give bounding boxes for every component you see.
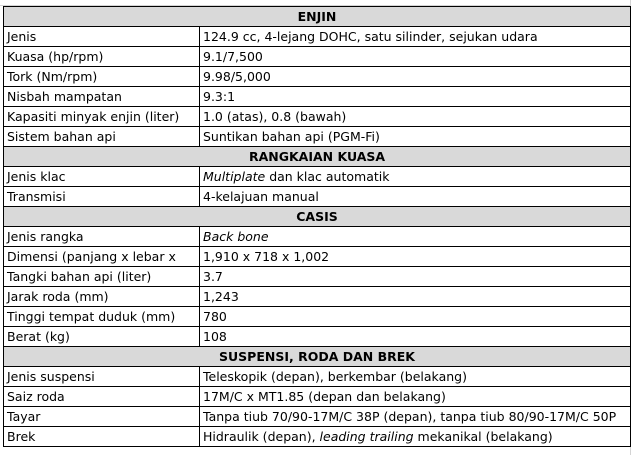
spec-row — [4, 247, 631, 267]
spec-value-text: 1.0 (atas), 0.8 (bawah) — [203, 109, 347, 124]
spec-label-cell[interactable]: Kuasa (hp/rpm) — [4, 47, 200, 67]
spec-value-cell[interactable] — [200, 227, 631, 247]
spec-label-cell[interactable]: Saiz roda — [4, 387, 200, 407]
spec-value-cell[interactable] — [200, 327, 631, 347]
spec-label-cell[interactable]: Brek — [4, 427, 200, 447]
spec-label-cell[interactable]: Tayar — [4, 407, 200, 427]
spec-row — [4, 127, 631, 147]
spec-row — [4, 107, 631, 127]
section-header-row — [4, 147, 631, 167]
section-header-row — [4, 207, 631, 227]
spec-row — [4, 27, 631, 47]
spec-label-cell[interactable]: Jenis suspensi — [4, 367, 200, 387]
spec-value-text: Suntikan bahan api (PGM-Fi) — [203, 129, 380, 144]
spec-value-text: 17M/C x MT1.85 (depan dan belakang) — [203, 389, 446, 404]
spec-value-text: 108 — [203, 329, 227, 344]
spec-value-text: 4-kelajuan manual — [203, 189, 319, 204]
spec-value-italic-text: leading trailing — [319, 429, 414, 444]
spec-label-cell[interactable]: Nisbah mampatan — [4, 87, 200, 107]
spec-row — [4, 427, 631, 447]
spec-value-cell[interactable] — [200, 87, 631, 107]
spec-label-cell[interactable]: Transmisi — [4, 187, 200, 207]
spec-label-cell[interactable]: Jarak roda (mm) — [4, 287, 200, 307]
spec-value-cell[interactable] — [200, 67, 631, 87]
spec-label-cell[interactable]: Tangki bahan api (liter) — [4, 267, 200, 287]
spec-value-italic-text: Back bone — [203, 229, 269, 244]
spec-row — [4, 227, 631, 247]
spec-row — [4, 267, 631, 287]
spec-label-cell[interactable]: Jenis rangka — [4, 227, 200, 247]
spec-value-cell[interactable] — [200, 287, 631, 307]
spec-row — [4, 167, 631, 187]
sheet-gridline-right — [630, 0, 637, 455]
spec-row — [4, 307, 631, 327]
spec-label-cell[interactable]: Tork (Nm/rpm) — [4, 67, 200, 87]
spec-label-cell[interactable]: Berat (kg) — [4, 327, 200, 347]
spec-row — [4, 287, 631, 307]
spec-value-cell[interactable] — [200, 387, 631, 407]
section-title[interactable]: RANGKAIAN KUASA — [4, 147, 631, 167]
spec-value-text: 124.9 cc, 4-lejang DOHC, satu silinder, sejukan udara — [203, 29, 538, 44]
spec-value-cell[interactable] — [200, 367, 631, 387]
spec-value-text: dan klac automatik — [265, 169, 390, 184]
section-title[interactable]: SUSPENSI, RODA DAN BREK — [4, 347, 631, 367]
spec-label-cell[interactable]: Jenis — [4, 27, 200, 47]
spec-value-text: 3.7 — [203, 269, 223, 284]
spec-label-cell[interactable]: Dimensi (panjang x lebar x — [4, 247, 200, 267]
spec-value-text: 9.3:1 — [203, 89, 236, 104]
spec-value-cell[interactable] — [200, 187, 631, 207]
spec-value-cell[interactable] — [200, 267, 631, 287]
spec-label-cell[interactable]: Kapasiti minyak enjin (liter) — [4, 107, 200, 127]
spec-value-text: 780 — [203, 309, 227, 324]
section-title[interactable]: ENJIN — [4, 7, 631, 27]
spec-value-text: mekanikal (belakang) — [413, 429, 553, 444]
spec-value-italic-text: Multiplate — [203, 169, 266, 184]
spec-row — [4, 87, 631, 107]
spec-value-cell[interactable] — [200, 307, 631, 327]
spec-value-text: 1,910 x 718 x 1,002 — [203, 249, 330, 264]
spec-value-cell[interactable] — [200, 47, 631, 67]
spec-row — [4, 47, 631, 67]
spec-value-cell[interactable] — [200, 427, 631, 447]
spec-label-cell[interactable]: Tinggi tempat duduk (mm) — [4, 307, 200, 327]
spec-value-cell[interactable] — [200, 407, 631, 427]
spec-label-cell[interactable]: Sistem bahan api — [4, 127, 200, 147]
spec-value-text: Hidraulik (depan), — [203, 429, 320, 444]
spec-value-cell[interactable] — [200, 127, 631, 147]
spec-row — [4, 187, 631, 207]
spec-table-body — [4, 7, 631, 447]
section-title[interactable]: CASIS — [4, 207, 631, 227]
spec-row — [4, 367, 631, 387]
spec-row — [4, 67, 631, 87]
spec-value-cell[interactable] — [200, 27, 631, 47]
section-header-row — [4, 7, 631, 27]
spec-value-cell[interactable] — [200, 107, 631, 127]
section-header-row — [4, 347, 631, 367]
spec-row — [4, 327, 631, 347]
spec-value-text: 1,243 — [203, 289, 239, 304]
spec-value-text: Teleskopik (depan), berkembar (belakang) — [203, 369, 467, 384]
spec-value-text: Tanpa tiub 70/90-17M/C 38P (depan), tanpa tiub 80/90-17M/C 50P — [203, 409, 617, 424]
spec-label-cell[interactable]: Jenis klac — [4, 167, 200, 187]
spec-value-cell[interactable] — [200, 247, 631, 267]
spec-value-text: 9.98/5,000 — [203, 69, 271, 84]
spec-value-text: 9.1/7,500 — [203, 49, 263, 64]
spec-row — [4, 387, 631, 407]
spec-row — [4, 407, 631, 427]
spec-table — [3, 6, 631, 447]
spec-value-cell[interactable] — [200, 167, 631, 187]
